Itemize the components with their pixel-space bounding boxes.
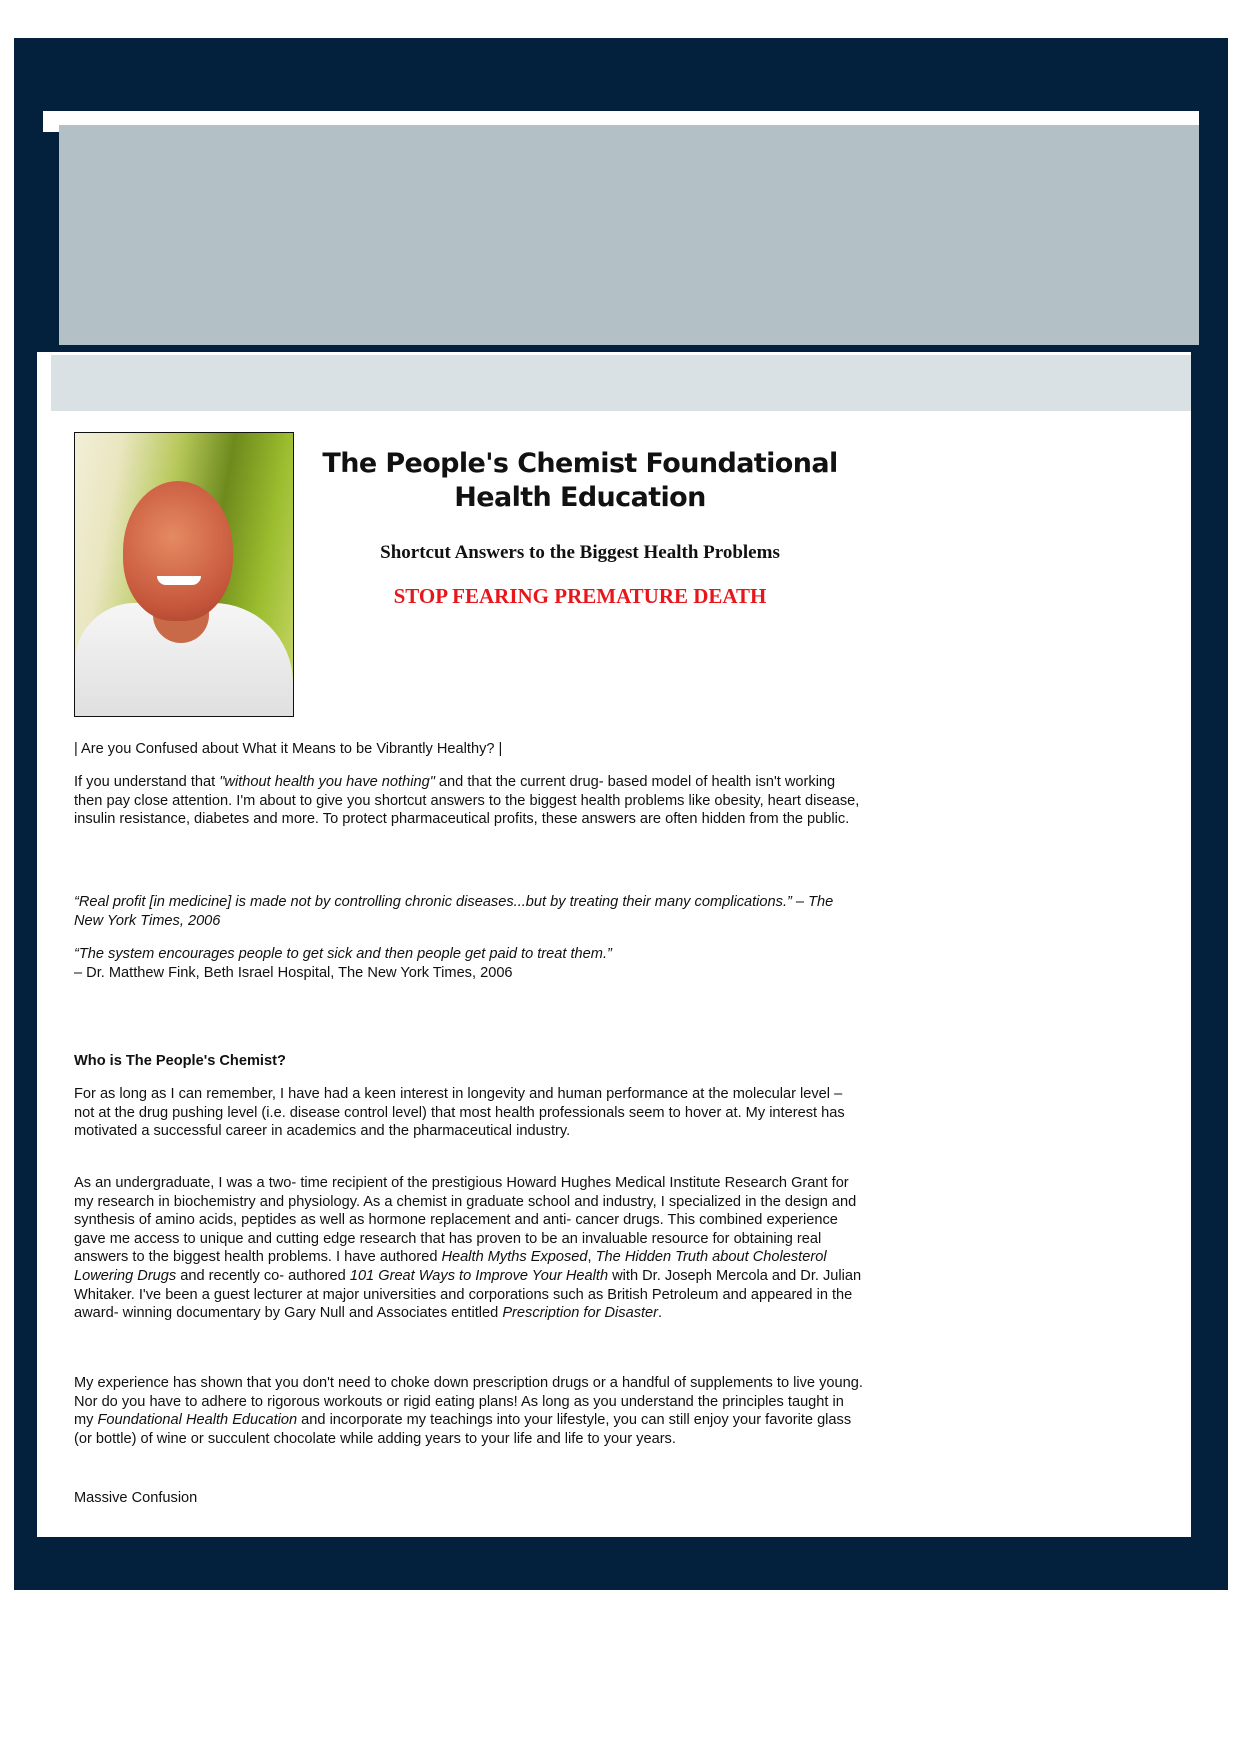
about-paragraph-1: For as long as I can remember, I have had a keen interest in longevity and human performance at the molecular level – not at the drug pushing level (i.e. disease control level) that most health professionals seem to hover at. My interest has motivated a successful career in academics and the pharmaceutical industry. <box>74 1086 845 1140</box>
intro-paragraph: If you understand that "without health you have nothing" and that the current drug- based model of health isn't working then pay close attention. I'm about to give you shortcut answers to the biggest health problems like obesity, heart disease, insulin resistance, diabetes and more. To protect pharmaceutical profits, these answers are often hidden from the public. <box>74 774 860 828</box>
author-photo <box>74 432 294 717</box>
intro-question: | Are you Confused about What it Means to be Vibrantly Healthy? | <box>74 741 503 757</box>
about-paragraph-2: As an undergraduate, I was a two- time recipient of the prestigious Howard Hughes Medical Institute Research Grant for my research in biochemistry and physiology. As a chemist in graduate school and industry, I specialized in the design and synthesis of amino acids, peptides as well as hormone replacement and anti- cancer drugs. This combined experience gave me access to unique and cutting edge research that has proven to be an invaluable resource for obtaining real answers to the biggest health problems. I have authored Health Myths Exposed, The Hidden Truth about Cholesterol Lowering Drugs and recently co- authored 101 Great Ways to Improve Your Health with Dr. Joseph Mercola and Dr. Julian Whitaker. I've been a guest lecturer at major universities and corporations such as British Petroleum and appeared in the award- winning documentary by Gary Null and Associates entitled Prescription for Disaster. <box>74 1175 862 1322</box>
page-title: The People's Chemist Foundational Health Education <box>322 448 838 513</box>
page-subtitle: Shortcut Answers to the Biggest Health Problems <box>380 542 780 563</box>
quote-1: “Real profit [in medicine] is made not by controlling chronic diseases...but by treating their many complications.” – The New York Times, 2006 <box>74 894 834 929</box>
navigation-bar <box>51 355 1191 411</box>
about-paragraph-3: My experience has shown that you don't need to choke down prescription drugs or a handful of supplements to live young. Nor do you have to adhere to rigorous workouts or rigid eating plans! As long as you understand the principles taught in my Foundational Health Education and incorporate my teachings into your lifestyle, you can still enjoy your favorite glass (or bottle) of wine or succulent chocolate while adding years to your life and life to your years. <box>74 1375 863 1447</box>
section-heading: Who is The People's Chemist? <box>74 1053 286 1069</box>
section-label: Massive Confusion <box>74 1490 198 1506</box>
header-banner <box>59 125 1199 345</box>
quote-2: “The system encourages people to get sick and then people get paid to treat them.” – Dr. Matthew Fink, Beth Israel Hospital, The New York Times, 2006 <box>74 946 612 981</box>
headline-tagline: STOP FEARING PREMATURE DEATH <box>393 584 767 608</box>
